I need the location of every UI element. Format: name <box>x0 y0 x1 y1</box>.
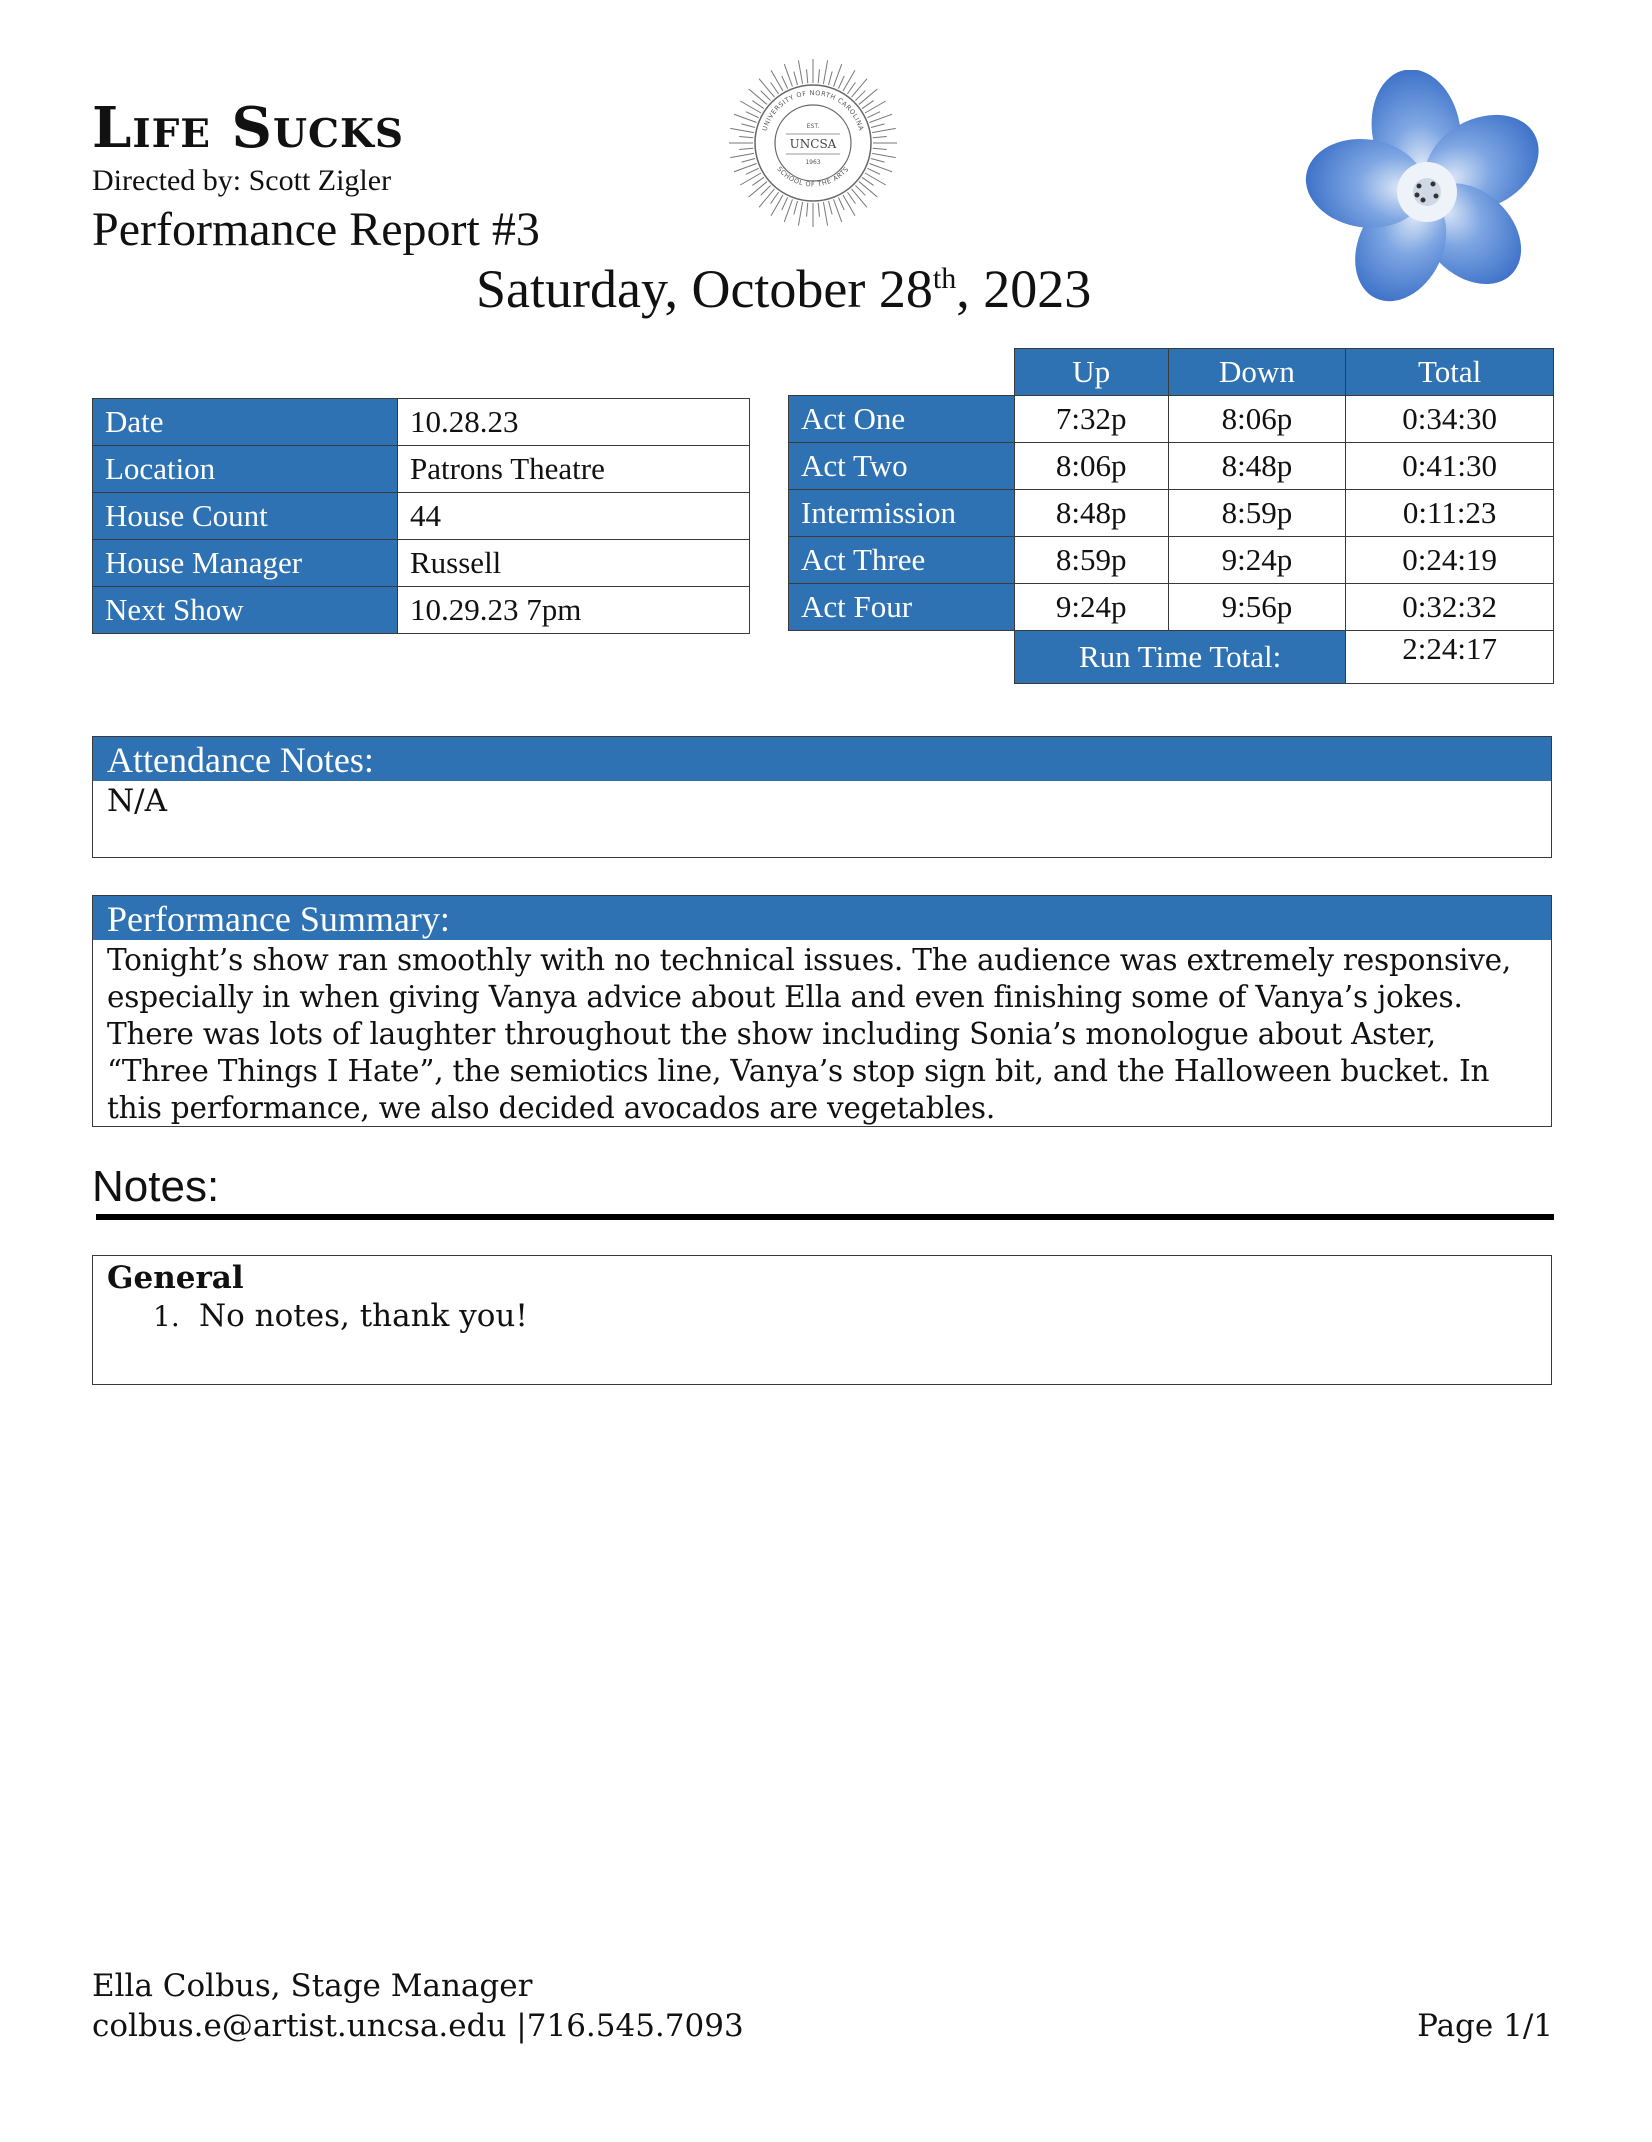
header-spacer <box>789 349 1015 396</box>
footer-name: Ella Colbus, Stage Manager <box>92 1968 533 2004</box>
segment-label: Act Three <box>789 537 1015 584</box>
segment-label: Act One <box>789 396 1015 443</box>
table-row <box>93 446 750 493</box>
time-total: 0:32:32 <box>1346 584 1554 631</box>
info-value: Russell <box>398 540 750 587</box>
date-suffix: th <box>932 262 957 295</box>
info-value: 10.29.23 7pm <box>398 587 750 634</box>
table-row <box>93 587 750 634</box>
run-time-total-value: 2:24:17 <box>1346 631 1554 684</box>
notes-section-title: General <box>107 1260 244 1296</box>
seal-year: 1963 <box>805 159 821 166</box>
segment-label: Act Two <box>789 443 1015 490</box>
notes-heading: Notes: <box>92 1162 220 1211</box>
time-up: 9:24p <box>1014 584 1168 631</box>
time-up: 8:06p <box>1014 443 1168 490</box>
seal-name: UNCSA <box>789 137 837 151</box>
seal-text-bottom: SCHOOL OF THE ARTS <box>775 165 851 189</box>
attendance-title: Attendance Notes: <box>93 737 1551 781</box>
summary-body: Tonight’s show ran smoothly with no technical issues. The audience was extremely responsive, especially in when giving Vanya advice about Ella and even finishing some of Vanya’s jokes. There was lots of laughter throughout the show including Sonia’s monologue about Aster, “Three Things I Hate”, the semiotics line, Vanya’s stop sign bit, and the Halloween bucket. In this performance, we also decided avocados are vegetables. <box>107 943 1512 1125</box>
time-down: 9:24p <box>1168 537 1346 584</box>
column-header: Total <box>1346 349 1554 396</box>
page-number: Page 1/1 <box>1417 2008 1553 2044</box>
table-row <box>789 584 1554 631</box>
table-row <box>789 537 1554 584</box>
info-value: Patrons Theatre <box>398 446 750 493</box>
time-total: 0:11:23 <box>1346 490 1554 537</box>
blue-flower-image <box>1305 70 1550 315</box>
table-row <box>789 443 1554 490</box>
segment-label: Intermission <box>789 490 1015 537</box>
time-up: 7:32p <box>1014 396 1168 443</box>
performance-summary <box>92 895 1552 1127</box>
table-header-row <box>789 349 1554 396</box>
info-value: 10.28.23 <box>398 399 750 446</box>
time-total: 0:24:19 <box>1346 537 1554 584</box>
time-total: 0:41:30 <box>1346 443 1554 490</box>
column-header: Up <box>1014 349 1168 396</box>
play-title: Life Sucks <box>92 95 405 161</box>
time-down: 8:06p <box>1168 396 1346 443</box>
date-main: Saturday, October 28 <box>476 259 933 319</box>
time-up: 8:48p <box>1014 490 1168 537</box>
total-spacer <box>789 631 1015 684</box>
seal-est: EST. <box>806 123 820 130</box>
info-label: Next Show <box>93 587 398 634</box>
notes-divider <box>96 1214 1554 1220</box>
info-value: 44 <box>398 493 750 540</box>
attendance-notes <box>92 736 1552 858</box>
table-row <box>93 493 750 540</box>
segment-label: Act Four <box>789 584 1015 631</box>
summary-title: Performance Summary: <box>93 896 1551 940</box>
run-time-total-row <box>789 631 1554 684</box>
time-up: 8:59p <box>1014 537 1168 584</box>
table-row <box>789 396 1554 443</box>
report-title: Performance Report #3 <box>92 203 540 256</box>
table-row <box>789 490 1554 537</box>
notes-section-general <box>92 1255 1552 1385</box>
info-label: House Manager <box>93 540 398 587</box>
run-times-table <box>788 348 1554 684</box>
column-header: Down <box>1168 349 1346 396</box>
info-label: Location <box>93 446 398 493</box>
director-credit: Directed by: Scott Zigler <box>92 164 392 197</box>
attendance-body: N/A <box>107 783 167 819</box>
seal-text-top: UNIVERSITY OF NORTH CAROLINA <box>760 88 866 132</box>
time-total: 0:34:30 <box>1346 396 1554 443</box>
run-time-total-label: Run Time Total: <box>1014 631 1345 684</box>
time-down: 9:56p <box>1168 584 1346 631</box>
performance-date <box>476 258 1091 320</box>
time-down: 8:59p <box>1168 490 1346 537</box>
table-row <box>93 540 750 587</box>
show-info-table <box>92 398 750 634</box>
time-down: 8:48p <box>1168 443 1346 490</box>
info-label: Date <box>93 399 398 446</box>
footer-contact: colbus.e@artist.uncsa.edu |716.545.7093 <box>92 2008 744 2044</box>
list-item-number: 1. <box>153 1300 180 1333</box>
uncsa-seal-icon <box>728 58 898 228</box>
date-year: , 2023 <box>956 259 1092 319</box>
list-item <box>93 1296 1551 1334</box>
info-label: House Count <box>93 493 398 540</box>
list-item-text: No notes, thank you! <box>199 1298 528 1334</box>
table-row <box>93 399 750 446</box>
